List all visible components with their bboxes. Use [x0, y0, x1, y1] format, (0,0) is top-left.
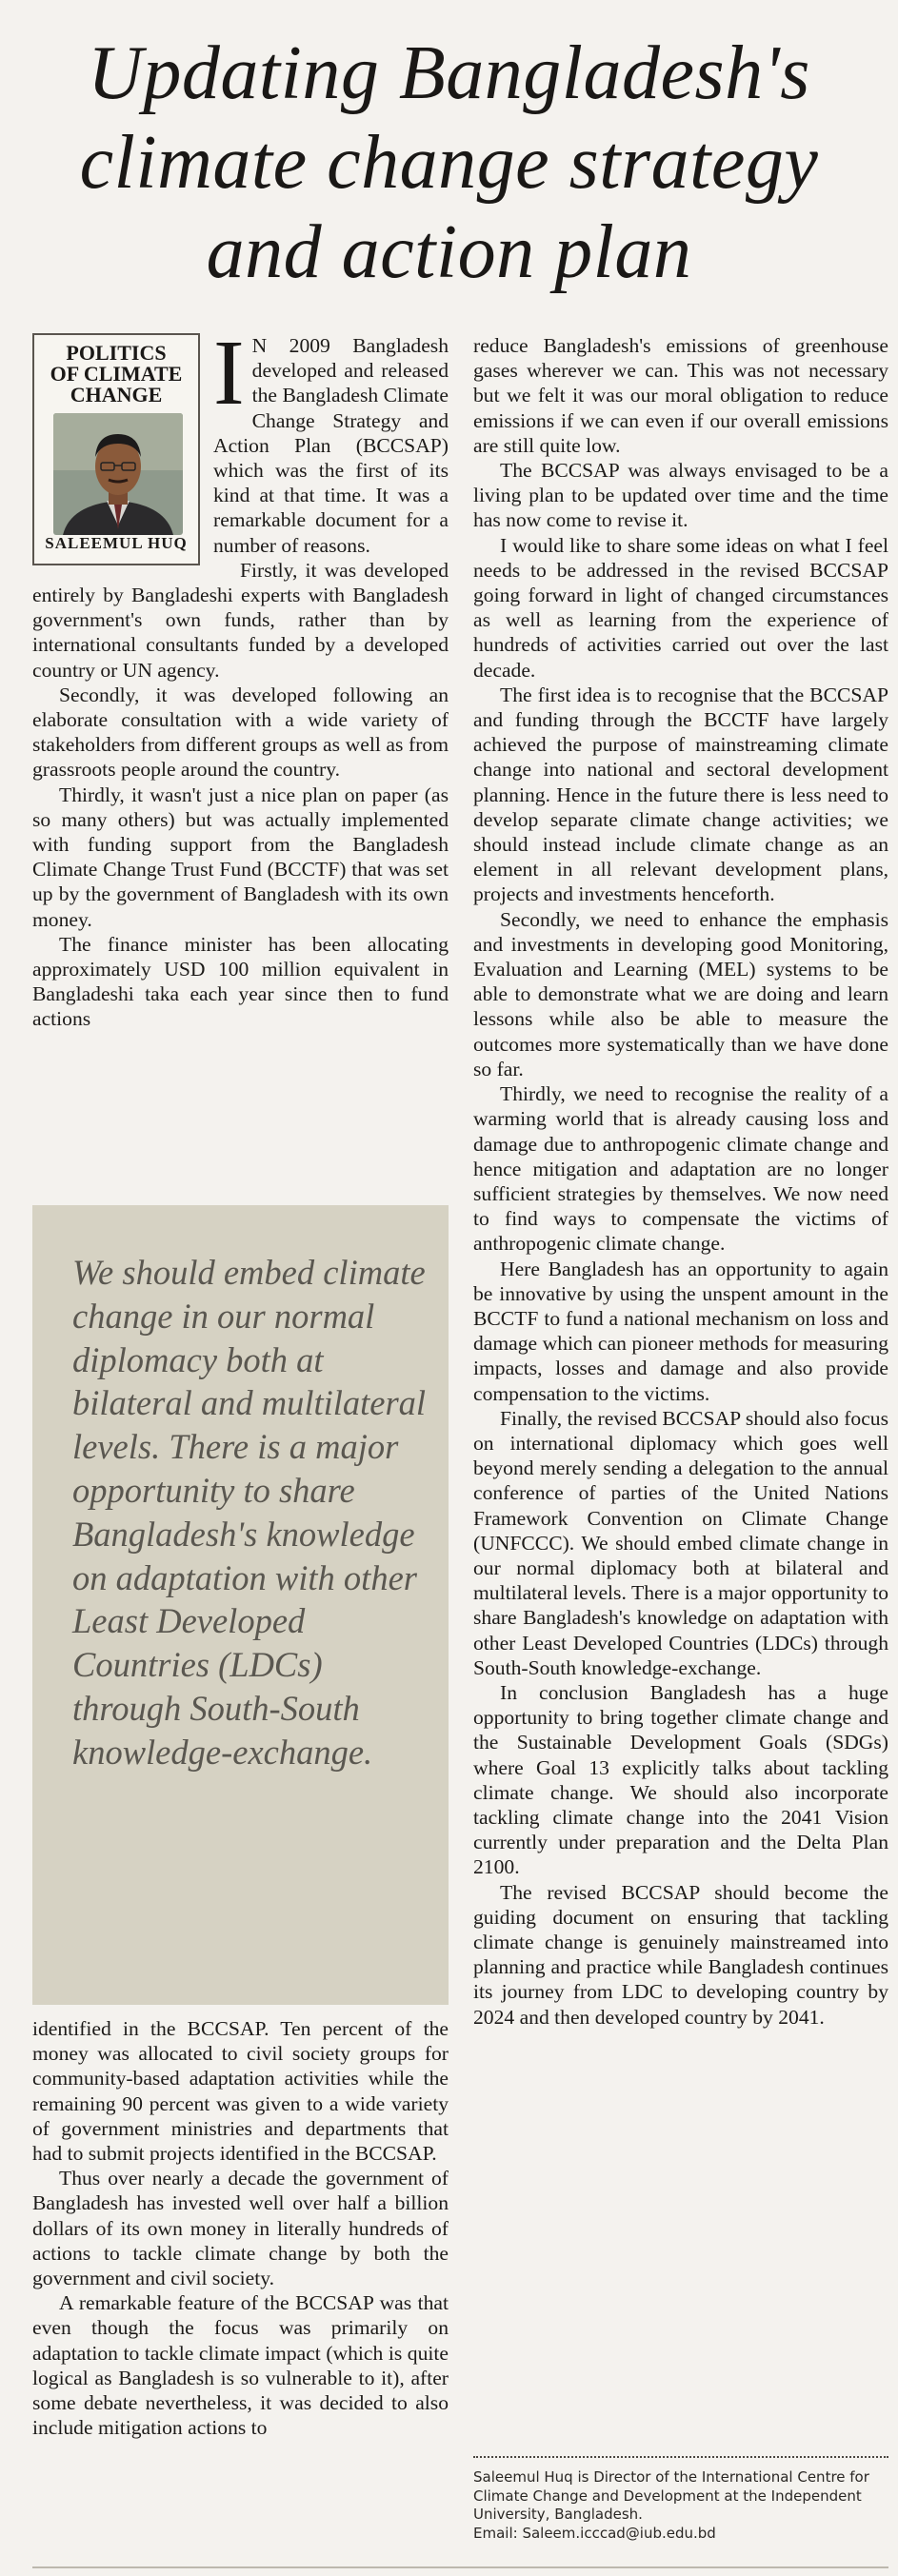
left-column-top: [32, 322, 449, 1032]
paragraph-5: The finance minister has been allocating approximately USD 100 million equivalent in Bangladeshi taka each year since then to fund actions: [32, 932, 449, 1031]
right-paragraph-4: The first idea is to recognise that the BCCSAP and funding through the BCCTF have largely achieved the purpose of mainstreaming climate change into national and sectoral development planning. Hence in the future there is less need to develop separate climate change activities; we should instead include climate change as an element in all relevant development plans, projects and investments henceforth.: [473, 683, 888, 906]
page-bottom-rule: [32, 2566, 888, 2568]
headline-line-1: Updating Bangladesh's: [88, 31, 810, 115]
paragraph-1: N 2009 Bangladesh developed and released the Bangladesh Climate Change Strategy and Action Plan (BCCSAP) which was the first of its kind at that time. It was a remarkable document for a number of reasons.: [213, 334, 449, 557]
right-paragraph-6: Thirdly, we need to recognise the reality of a warming world that is already causing loss and damage due to anthropogenic climate change and hence mitigation and adaptation are no longer sufficient strategies by themselves. We now need to find ways to compensate the victims of anthropogenic climate change.: [473, 1082, 888, 1256]
right-paragraph-3: I would like to share some ideas on what I feel needs to be addressed in the revised BCCSAP going forward in light of changed circumstances as well as learning from the experience of hundreds of activities carried out over the last decade.: [473, 533, 888, 682]
right-paragraph-10: The revised BCCSAP should become the guiding document on ensuring that tackling climate change is genuinely mainstreamed into planning and practice while Bangladesh continues its journey from LDC to developing country by 2024 and then developed country by 2041.: [473, 1880, 888, 2029]
right-paragraph-1: reduce Bangladesh's emissions of greenhouse gases wherever we can. This was not necessary but we felt it was our moral obligation to reduce emissions if we can even if our overall emissions are still quite low.: [473, 334, 888, 457]
pull-quote-text: We should embed climate change in our normal diplomacy both at bilateral and multilateral levels. There is a major opportunity to share Bangladesh's knowledge on adaptation with other Least Developed Countries (LDCs) through South-South knowledge-exchange.: [72, 1253, 427, 1772]
badge-title-line-1: POLITICS: [66, 341, 167, 365]
headline-line-3: and action plan: [206, 210, 692, 294]
paragraph-6: identified in the BCCSAP. Ten percent of the money was allocated to civil society groups for community-based adaptation activities while the remaining 90 percent was given to a wide variety of government ministries and departments that had to submit projects identified in the BCCSAP.: [32, 2017, 449, 2166]
right-paragraph-7: Here Bangladesh has an opportunity to again be innovative by using the unspent amount in the BCCTF to fund a national mechanism on loss and damage which can pioneer methods for measuring impacts, losses and damage and also provide compensation to the victims.: [473, 1257, 888, 1405]
author-portrait-image: [53, 413, 183, 535]
drop-cap: I: [213, 322, 245, 425]
column-author-name: SALEEMUL HUQ: [45, 533, 188, 552]
right-paragraph-9: In conclusion Bangladesh has a huge opportunity to bring together climate change and the Sustainable Development Goals (SDGs) where Goal 13 explicitly talks about tackling climate change. We should also incorporate tackling climate change into the 2041 Vision currently under preparation and the Delta Plan 2100.: [473, 1680, 888, 1879]
footer-divider: [473, 2456, 888, 2458]
author-bio-text: Saleemul Huq is Director of the International Centre for Climate Change and Development at the Independent University, Bangladesh.: [473, 2468, 869, 2523]
right-paragraph-8: Finally, the revised BCCSAP should also focus on international diplomacy which goes well beyond merely sending a delegation to the annual conference of parties of the United Nations Framework Convention on Climate Change (UNFCCC). We should embed climate change in our normal diplomacy both at bilateral and multilateral levels. There is a major opportunity to share Bangladesh's knowledge on adaptation with other Least Developed Countries (LDCs) through South-South knowledge-exchange.: [473, 1406, 888, 1679]
column-badge-title: [34, 343, 198, 406]
article-headline: [0, 29, 898, 297]
author-bio: [473, 2468, 888, 2543]
badge-title-line-3: CHANGE: [70, 383, 163, 406]
paragraph-8: A remarkable feature of the BCCSAP was that even though the focus was primarily on adaptation to tackle climate impact (which is quite logical as Bangladesh is so vulnerable to it), after some debate nevertheless, it was decided to also include mitigation actions to: [32, 2291, 449, 2440]
paragraph-4: Thirdly, it wasn't just a nice plan on paper (as so many others) but was actually implemented with funding support from the Bangladesh Climate Change Trust Fund (BCCTF) that was set up by the government of Bangladesh with its own money.: [32, 783, 449, 931]
left-column-bottom: [32, 2016, 449, 2440]
column-badge: [32, 333, 200, 565]
paragraph-3: Secondly, it was developed following an elaborate consultation with a wide variety of stakeholders from different groups as well as from grassroots people around the country.: [32, 683, 449, 782]
right-paragraph-2: The BCCSAP was always envisaged to be a living plan to be updated over time and the time has now come to revise it.: [473, 459, 888, 532]
headline-line-2: climate change strategy: [79, 121, 819, 205]
author-photo: [53, 413, 183, 535]
paragraph-2: Firstly, it was developed entirely by Bangladeshi experts with Bangladesh government's own funds, rather than by international consultants funded by a developed country or UN agency.: [32, 558, 449, 682]
paragraph-7: Thus over nearly a decade the government of Bangladesh has invested well over half a billion dollars of its own money in literally hundreds of actions to tackle climate change by both the government and civil society.: [32, 2167, 449, 2290]
author-email: Email: Saleem.icccad@iub.edu.bd: [473, 2524, 716, 2542]
right-column: [473, 333, 888, 2030]
badge-title-line-2: OF CLIMATE: [50, 362, 183, 386]
right-paragraph-5: Secondly, we need to enhance the emphasis and investments in developing good Monitoring, Evaluation and Learning (MEL) systems to be able to demonstrate what we are doing and learn lessons while also be able to measure the outcomes more systematically than we have done so far.: [473, 907, 888, 1080]
pull-quote: [32, 1205, 449, 2005]
